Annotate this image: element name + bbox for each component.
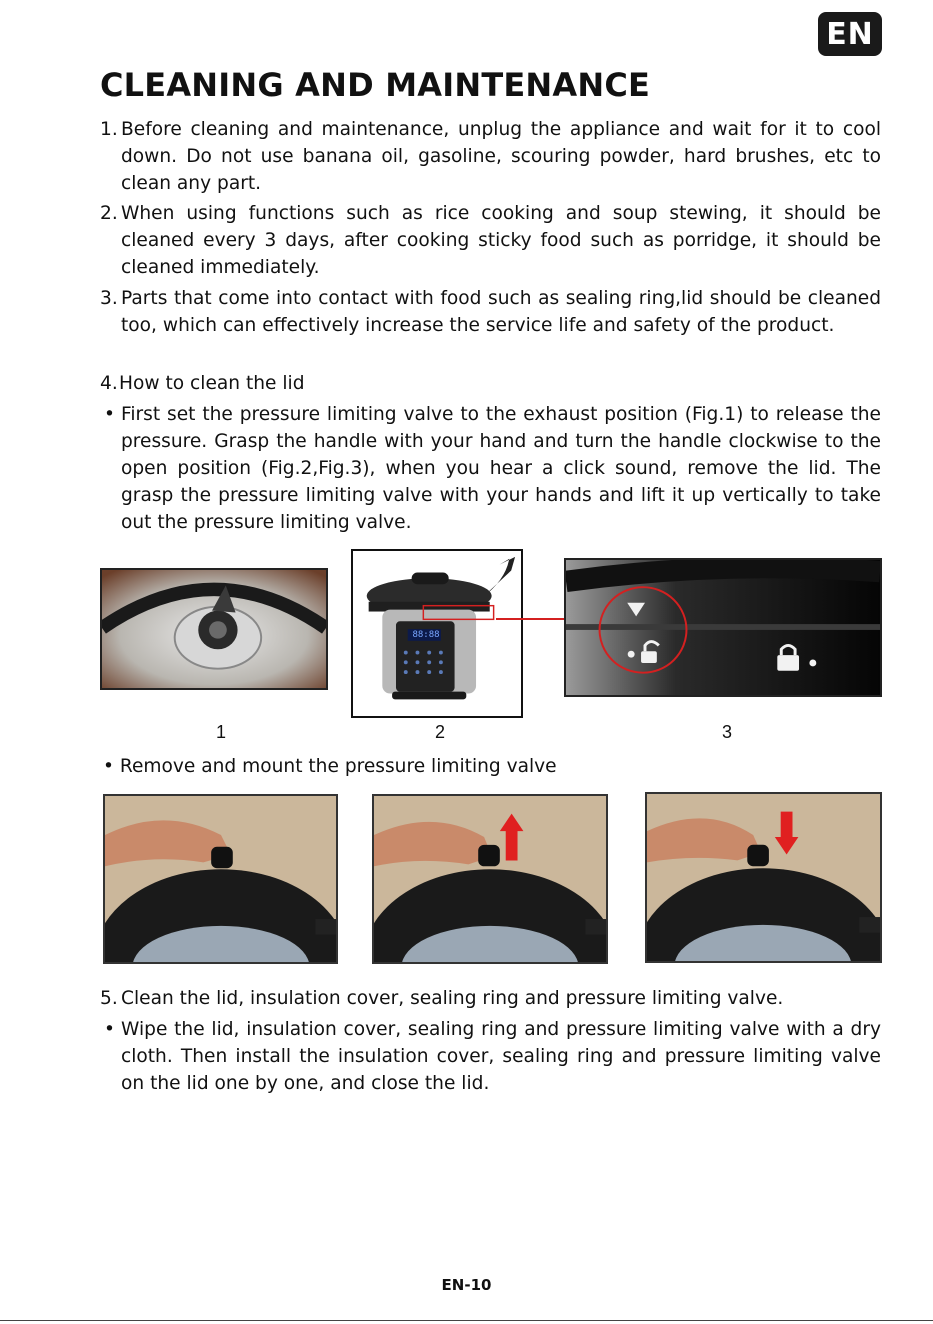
- photo-lift-valve-up: [372, 794, 608, 964]
- figure-2-pressure-cooker: [351, 549, 523, 718]
- figure-1-valve-closeup: [100, 568, 328, 690]
- item-2: [100, 200, 881, 281]
- photo-hand-on-valve: [103, 794, 338, 964]
- item-number: 5.: [100, 988, 118, 1009]
- item-number: 3.: [100, 288, 118, 309]
- item-text: First set the pressure limiting valve to the exhaust position (Fig.1) to release the pressure. Grasp the handle with your hand and turn the handle clockwise to the open position (Fig.2,Fig.3), when you hear a click sound, remove the lid. The grasp the pressure limiting valve with your hands and lift it up vertically to take out the pressure limiting valve.: [121, 404, 881, 533]
- item-text: Parts that come into contact with food such as sealing ring,lid should be cleaned too, which can effectively increase the service life and safety of the product.: [121, 288, 881, 336]
- item-4: [100, 370, 881, 397]
- item-text: Clean the lid, insulation cover, sealing ring and pressure limiting valve.: [121, 988, 784, 1009]
- page-number: EN-10: [441, 1276, 492, 1294]
- language-badge: EN: [818, 12, 882, 56]
- figure-label-1: 1: [216, 722, 227, 742]
- cooker-display-digits: 88:88: [412, 630, 440, 640]
- item-text: When using functions such as rice cooking and soup stewing, it should be cleaned every 3 days, after cooking sticky food such as porridge, it should be cleaned immediately.: [121, 203, 881, 278]
- subheading-remove-mount: • Remove and mount the pressure limiting valve: [103, 756, 557, 777]
- item-text: Before cleaning and maintenance, unplug the appliance and wait for it to cool down. Do not use banana oil, gasoline, scouring powder, hard brushes, etc to clean any part.: [121, 119, 881, 194]
- bullet: •: [104, 1019, 115, 1040]
- item-text: How to clean the lid: [119, 373, 305, 394]
- figure-label-2: 2: [435, 722, 446, 742]
- item-1: [100, 116, 881, 197]
- item-number: 1.: [100, 119, 118, 140]
- item-number: 2.: [100, 203, 118, 224]
- item-text: Wipe the lid, insulation cover, sealing ring and pressure limiting valve with a dry cloth. Then install the insulation cover, sealing ring and pressure limiting valve on the lid one by one, and close the lid.: [121, 1019, 881, 1094]
- figure-label-3: 3: [722, 722, 733, 742]
- item-5-bullet: [100, 1016, 881, 1097]
- bullet: •: [104, 404, 115, 425]
- item-3: [100, 285, 881, 339]
- page-title: CLEANING AND MAINTENANCE: [100, 66, 651, 104]
- item-number: 4.: [100, 373, 118, 394]
- figure-3-lock-position: [564, 558, 882, 697]
- photo-press-valve-down: [645, 792, 882, 963]
- item-4-bullet: [100, 401, 881, 536]
- item-5: [100, 985, 881, 1012]
- bottom-divider: [0, 1320, 933, 1321]
